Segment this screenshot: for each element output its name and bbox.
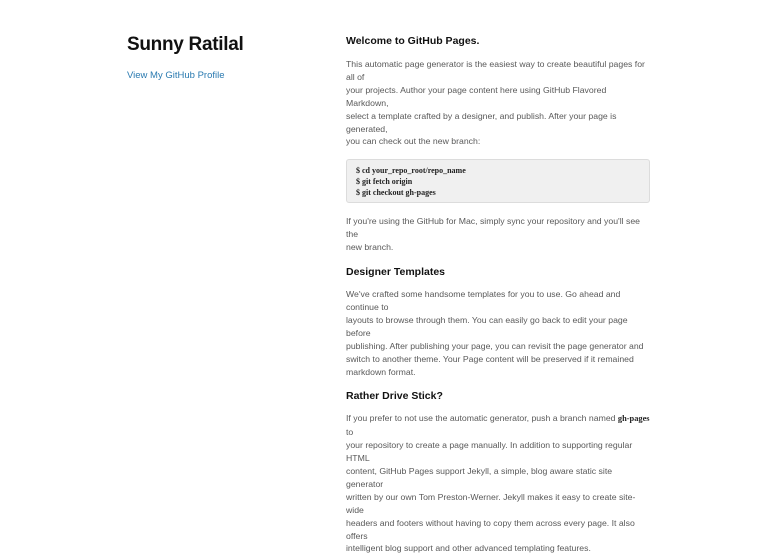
welcome-intro xyxy=(346,58,651,148)
inline-code: gh-pages xyxy=(617,414,650,424)
text-line: content, GitHub Pages support Jekyll, a simple, blog aware static site generator xyxy=(346,466,613,489)
designer-templates-heading: Designer Templates xyxy=(346,266,446,279)
sidebar xyxy=(127,34,317,82)
github-profile-link[interactable]: View My GitHub Profile xyxy=(127,70,225,81)
text-line: to xyxy=(346,427,354,438)
text-line: written by our own Tom Preston-Werner. Jekyll makes it easy to create site-wide xyxy=(346,491,636,515)
code-line: $ git checkout gh-pages xyxy=(356,188,436,198)
text-line: If you prefer to not use the automatic generator, push a branch named xyxy=(346,413,618,424)
text-line: switch to another theme. Your Page content will be preserved if it remained xyxy=(346,353,634,364)
rather-drive-stick-heading: Rather Drive Stick? xyxy=(346,390,443,403)
text-line: layouts to browse through them. You can easily go back to edit your page before xyxy=(346,314,628,338)
text-line: If you're using the GitHub for Mac, simply sync your repository and you'll see the xyxy=(346,216,640,240)
text-line: We've crafted some handsome templates for you to use. Go ahead and continue to xyxy=(346,289,621,312)
text-line: new branch. xyxy=(346,242,394,253)
code-block xyxy=(346,159,650,203)
text-line: markdown format. xyxy=(346,366,416,377)
main-content xyxy=(346,34,651,555)
text-line: This automatic page generator is the easiest way to create beautiful pages for all of xyxy=(346,59,645,82)
text-line: intelligent blog support and other advanced templating features. xyxy=(346,543,591,554)
rather-paragraph xyxy=(346,412,651,555)
text-line: your projects. Author your page content here using GitHub Flavored Markdown, xyxy=(346,84,607,108)
code-line: $ git fetch origin xyxy=(356,177,413,187)
text-line: you can check out the new branch: xyxy=(346,136,481,147)
text-line: your repository to create a page manually. In addition to supporting regular HTML xyxy=(346,440,633,464)
site-title: Sunny Ratilal xyxy=(127,34,244,55)
mac-paragraph xyxy=(346,215,651,254)
designer-paragraph xyxy=(346,288,651,378)
text-line: publishing. After publishing your page, you can revisit the page generator and xyxy=(346,340,644,351)
text-line: headers and footers without having to copy them across every page. It also offers xyxy=(346,517,635,541)
welcome-heading: Welcome to GitHub Pages. xyxy=(346,35,480,47)
text-line: select a template crafted by a designer, and publish. After your page is generated, xyxy=(346,110,617,134)
code-line: $ cd your_repo_root/repo_name xyxy=(356,166,466,176)
